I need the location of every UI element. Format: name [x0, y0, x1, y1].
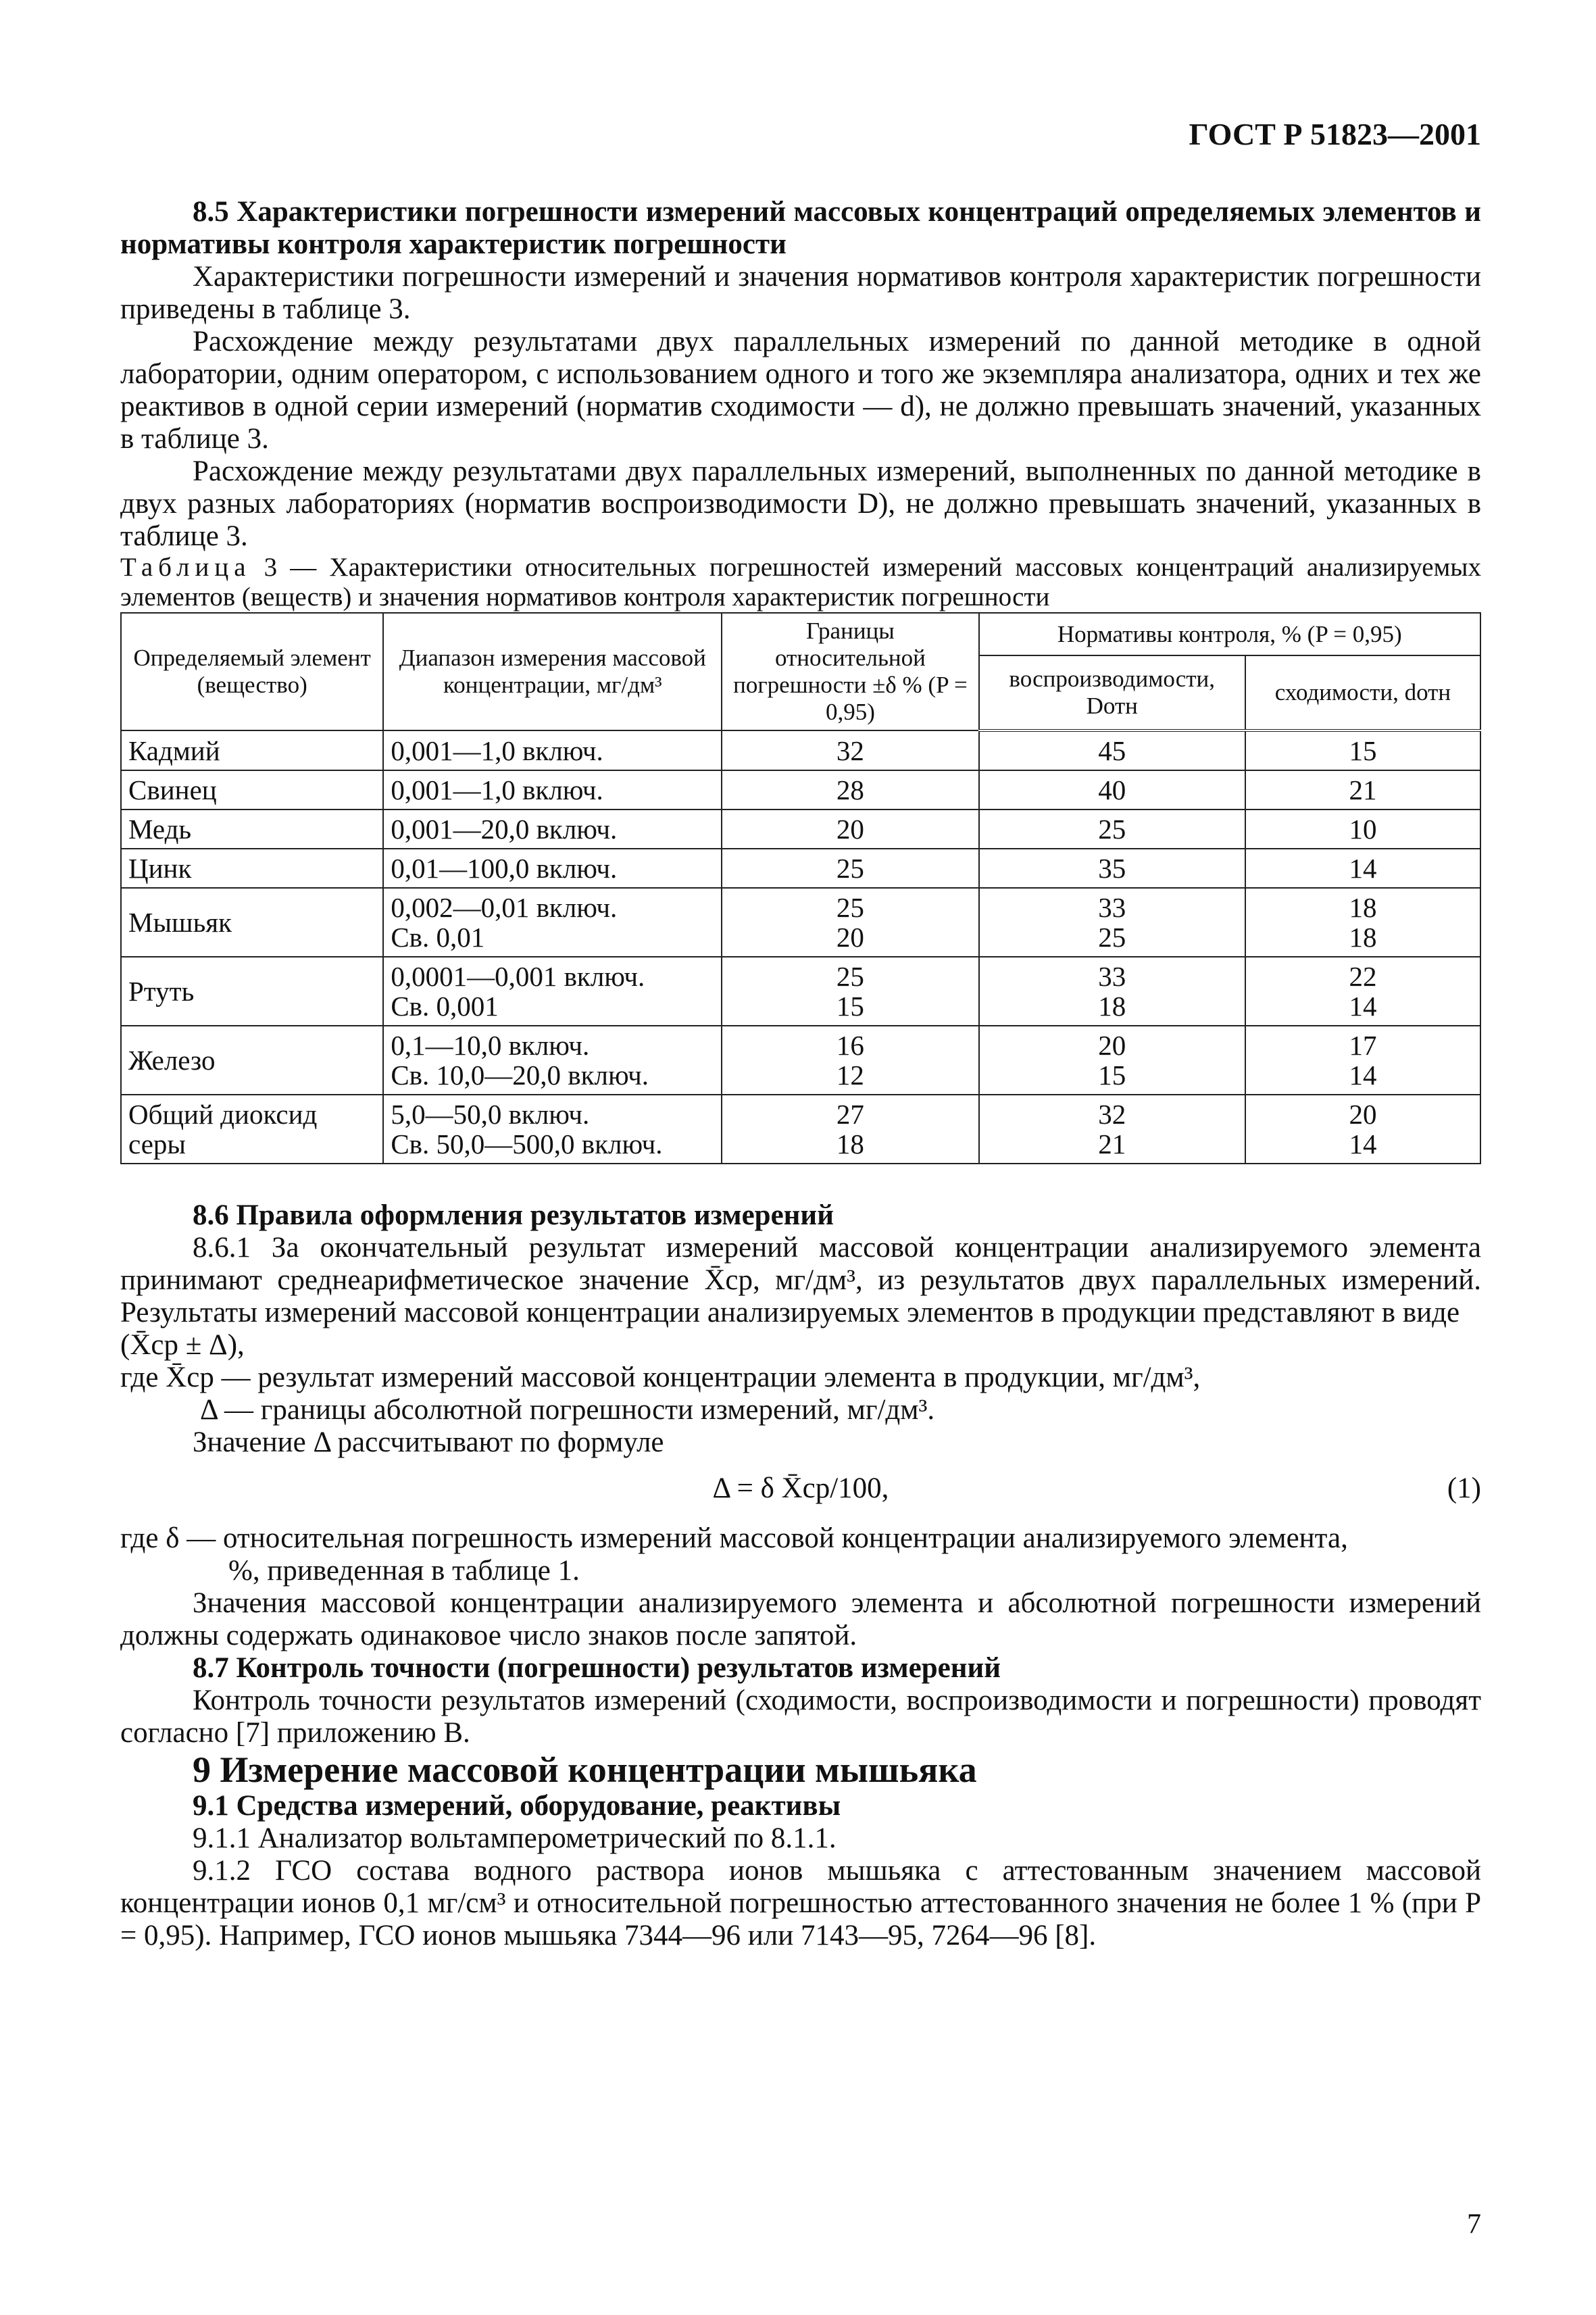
table-3-caption-prefix: Таблица	[120, 553, 251, 582]
cell-delta: 27 18	[722, 1095, 978, 1164]
section-9-1-2-para: 9.1.2 ГСО состава водного раствора ионов мышьяка с аттестованным значением массовой концентрации ионов 0,1 мг/см³ и относительной погрешностью аттестованного значения не более 1 % (при P = 0,95). Например, ГСО ионов мышьяка 7344—96 или 7143—95, 7264—96 [8].	[120, 1855, 1481, 1951]
cell-convergence: 14	[1245, 849, 1480, 888]
cell-convergence: 18 18	[1245, 888, 1480, 957]
section-9-1-heading: 9.1 Средства измерений, оборудование, реактивы	[193, 1790, 841, 1822]
cell-convergence: 22 14	[1245, 957, 1480, 1026]
cell-reproducibility: 33 25	[979, 888, 1245, 957]
section-8-7-heading: 8.7 Контроль точности (погрешности) результатов измерений	[193, 1652, 1001, 1684]
cell-delta: 25	[722, 849, 978, 888]
cell-convergence: 15	[1245, 730, 1480, 770]
table-row	[121, 770, 1480, 810]
table-row	[121, 810, 1480, 849]
table-row	[121, 1026, 1480, 1095]
table-3-caption-text: 3 — Характеристики относительных погрешностей измерений массовых концентраций анализируемых элементов (веществ) и значения нормативов контроля характеристик погрешности	[120, 553, 1481, 612]
cell-delta: 28	[722, 770, 978, 810]
cell-convergence: 17 14	[1245, 1026, 1480, 1095]
cell-convergence: 21	[1245, 770, 1480, 810]
section-8-5-para-1: Характеристики погрешности измерений и значения нормативов контроля характеристик погрешности приведены в таблице 3.	[120, 261, 1481, 325]
cell-element: Общий диоксид серы	[121, 1095, 383, 1164]
cell-element: Медь	[121, 810, 383, 849]
cell-delta: 20	[722, 810, 978, 849]
where-delta-relative-cont: %, приведенная в таблице 1.	[228, 1555, 580, 1587]
result-form-formula: (X̄ср ± Δ),	[120, 1329, 245, 1361]
cell-range: 0,1—10,0 включ. Св. 10,0—20,0 включ.	[383, 1026, 722, 1095]
section-8-6-1-para: 8.6.1 За окончательный результат измерений массовой концентрации анализируемого элемента принимают среднеарифметическое значение X̄ср, мг/дм³, из результатов двух параллельных измерений. Результаты измерений массовой концентрации анализируемых элементов в продукции представляют в виде	[120, 1232, 1481, 1328]
page-content	[120, 196, 1481, 1952]
cell-element: Мышьяк	[121, 888, 383, 957]
cell-reproducibility: 25	[979, 810, 1245, 849]
cell-delta: 16 12	[722, 1026, 978, 1095]
cell-element: Кадмий	[121, 730, 383, 770]
cell-reproducibility: 35	[979, 849, 1245, 888]
cell-reproducibility: 33 18	[979, 957, 1245, 1026]
cell-delta: 25 15	[722, 957, 978, 1026]
table-row	[121, 888, 1480, 957]
section-8-5-para-3: Расхождение между результатами двух параллельных измерений, выполненных по данной методике в двух разных лабораториях (норматив воспроизводимости D), не должно превышать значений, указанных в таблице 3.	[120, 455, 1481, 552]
table-3	[120, 612, 1481, 1164]
cell-range: 0,002—0,01 включ. Св. 0,01	[383, 888, 722, 957]
table-row	[121, 730, 1480, 770]
section-8-5-heading: 8.5 Характеристики погрешности измерений массовых концентраций определяемых элементов и нормативы контроля характеристик погрешности	[120, 196, 1481, 260]
header-norms: Нормативы контроля, % (P = 0,95)	[979, 613, 1480, 655]
section-8-6-heading: 8.6 Правила оформления результатов измерений	[193, 1199, 834, 1231]
cell-range: 0,001—1,0 включ.	[383, 770, 722, 810]
cell-element: Ртуть	[121, 957, 383, 1026]
where-delta: Δ — границы абсолютной погрешности измерений, мг/дм³.	[200, 1394, 935, 1426]
header-bounds: Границы относительной погрешности ±δ % (P = 0,95)	[722, 613, 978, 730]
header-reproducibility: воспроизводимости, Dотн	[979, 655, 1245, 730]
cell-reproducibility: 32 21	[979, 1095, 1245, 1164]
formula-1	[120, 1472, 1481, 1505]
delta-calc-intro: Значение Δ рассчитывают по формуле	[193, 1426, 664, 1458]
section-8-5-para-2: Расхождение между результатами двух параллельных измерений по данной методике в одной лаборатории, одним оператором, с использованием одного и того же экземпляра анализатора, одних и тех же реактивов в одной серии измерений (норматив сходимости — d), не должно превышать значений, указанных в таблице 3.	[120, 326, 1481, 455]
header-range: Диапазон измерения массовой концентрации, мг/дм³	[383, 613, 722, 730]
page-number: 7	[1467, 2209, 1481, 2240]
section-8-7-para: Контроль точности результатов измерений (сходимости, воспроизводимости и погрешности) проводят согласно [7] приложению В.	[120, 1685, 1481, 1749]
cell-reproducibility: 20 15	[979, 1026, 1245, 1095]
cell-delta: 32	[722, 730, 978, 770]
document-number: ГОСТ Р 51823—2001	[1189, 117, 1481, 151]
cell-convergence: 20 14	[1245, 1095, 1480, 1164]
cell-convergence: 10	[1245, 810, 1480, 849]
section-9-1-1-para: 9.1.1 Анализатор вольтамперометрический по 8.1.1.	[193, 1822, 837, 1854]
cell-range: 0,001—1,0 включ.	[383, 730, 722, 770]
where-xcp: где X̄ср — результат измерений массовой концентрации элемента в продукции, мг/дм³,	[120, 1362, 1201, 1393]
header-convergence: сходимости, dотн	[1245, 655, 1480, 730]
cell-reproducibility: 40	[979, 770, 1245, 810]
cell-reproducibility: 45	[979, 730, 1245, 770]
table-3-body	[121, 730, 1480, 1164]
cell-range: 0,01—100,0 включ.	[383, 849, 722, 888]
cell-element: Цинк	[121, 849, 383, 888]
header-element: Определяемый элемент (вещество)	[121, 613, 383, 730]
section-8-6-para-3: Значения массовой концентрации анализируемого элемента и абсолютной погрешности измерений должны содержать одинаковое число знаков после запятой.	[120, 1587, 1481, 1651]
where-delta-relative: где δ — относительная погрешность измерений массовой концентрации анализируемого элемента,	[120, 1522, 1348, 1554]
cell-element: Железо	[121, 1026, 383, 1095]
cell-delta: 25 20	[722, 888, 978, 957]
formula-1-number: (1)	[1447, 1472, 1481, 1504]
section-9-title: 9 Измерение массовой концентрации мышьяка	[193, 1749, 977, 1790]
table-row	[121, 849, 1480, 888]
table-3-caption	[120, 553, 1481, 612]
cell-element: Свинец	[121, 770, 383, 810]
formula-1-expression: Δ = δ X̄ср/100,	[712, 1472, 889, 1504]
table-row	[121, 957, 1480, 1026]
cell-range: 0,001—20,0 включ.	[383, 810, 722, 849]
table-row	[121, 1095, 1480, 1164]
cell-range: 5,0—50,0 включ. Св. 50,0—500,0 включ.	[383, 1095, 722, 1164]
cell-range: 0,0001—0,001 включ. Св. 0,001	[383, 957, 722, 1026]
